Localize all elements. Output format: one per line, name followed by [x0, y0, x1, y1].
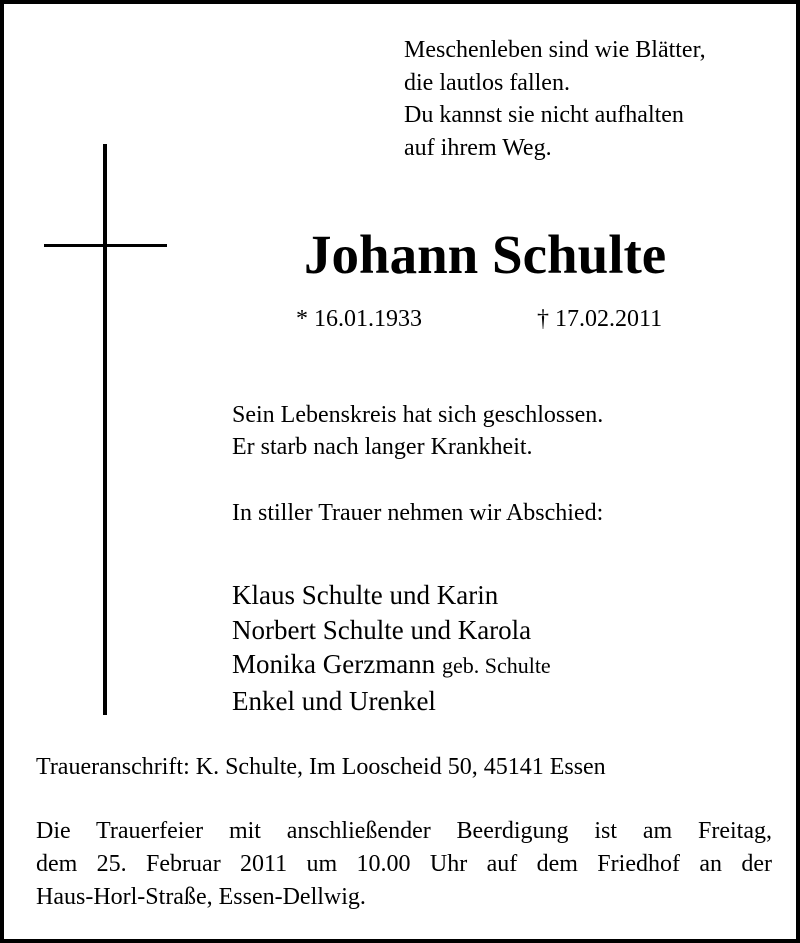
poem-line: Du kannst sie nicht aufhalten [404, 102, 684, 128]
poem [404, 34, 706, 164]
poem-line: auf ihrem Weg. [404, 134, 552, 161]
family-list [232, 578, 551, 718]
cross-icon-horizontal-bar [44, 244, 167, 247]
text-line: Sein Lebenskreis hat sich geschlossen. [232, 402, 604, 428]
circle-of-life-text [232, 399, 603, 463]
ceremony-line: dem 25. Februar 2011 um 10.00 Uhr auf dem Friedhof an der [36, 851, 772, 877]
cross-icon-vertical-bar [103, 144, 107, 715]
family-member: Enkel und Urenkel [232, 685, 436, 716]
deceased-name: Johann Schulte [304, 224, 667, 285]
poem-line: Meschenleben sind wie Blätter, [404, 37, 706, 63]
family-member [232, 647, 551, 684]
text-line: Er starb nach langer Krankheit. [232, 434, 533, 460]
ceremony-line: Die Trauerfeier mit anschließender Beerdigung ist am Freitag, [36, 818, 772, 844]
birth-date: * 16.01.1933 [296, 306, 422, 332]
poem-line: die lautlos fallen. [404, 69, 570, 96]
ceremony-details [36, 815, 772, 914]
family-member: Norbert Schulte und Karola [232, 614, 532, 645]
farewell-text: In stiller Trauer nehmen wir Abschied: [232, 500, 604, 526]
death-date: † 17.02.2011 [537, 306, 663, 332]
ceremony-line: Haus-Horl-Straße, Essen-Dellwig. [36, 884, 366, 910]
maiden-name-note: geb. Schulte [441, 653, 551, 678]
family-member-name: Monika Gerzmann [232, 649, 436, 679]
family-member: Klaus Schulte und Karin [232, 580, 499, 610]
mourning-address: Traueranschrift: K. Schulte, Im Looscheid 50, 45141 Essen [36, 754, 606, 780]
